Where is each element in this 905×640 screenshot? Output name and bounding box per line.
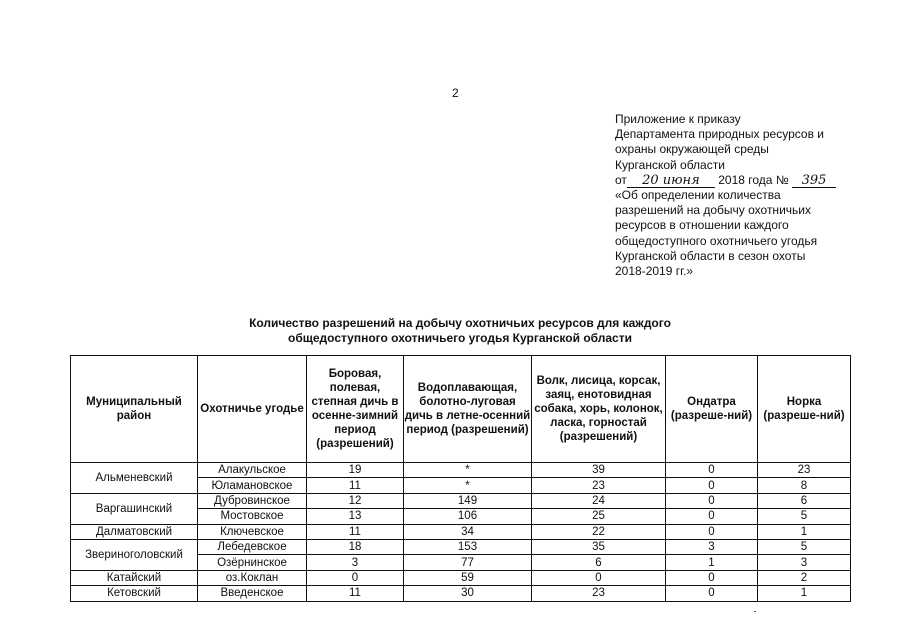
cell-value: 5 xyxy=(758,509,851,524)
page-number: 2 xyxy=(452,86,459,100)
handwritten-order-number: 395 xyxy=(792,175,836,188)
cell-value: * xyxy=(404,478,532,493)
order-title-line: «Об определении количества xyxy=(615,188,781,203)
cell-ground: Дубровинское xyxy=(198,493,307,508)
table-title xyxy=(200,316,720,346)
header-fur-animals: Волк, лисица, корсак, заяц, енотовидная собака, хорь, колонок, ласка, горностай (разрешений) xyxy=(532,356,666,463)
header-upland-game: Боровая, полевая, степная дичь в осенне-зимний период (разрешений) xyxy=(307,356,404,463)
cell-value: 22 xyxy=(532,524,666,539)
order-title-line: общедоступного охотничьего угодья xyxy=(615,233,818,248)
cell-ground: Озёрнинское xyxy=(198,555,307,570)
table-row xyxy=(71,463,851,478)
cell-value: 34 xyxy=(404,524,532,539)
cell-value: 77 xyxy=(404,555,532,570)
cell-value: 24 xyxy=(532,493,666,508)
cell-value: 2 xyxy=(758,570,851,585)
header-mink: Норка (разреше-ний) xyxy=(758,356,851,463)
table-row xyxy=(71,586,851,601)
cell-value: 1 xyxy=(758,586,851,601)
cell-value: 23 xyxy=(532,586,666,601)
cell-value: 5 xyxy=(758,539,851,554)
table-row xyxy=(71,570,851,585)
header-ground: Охотничье угодье xyxy=(198,356,307,463)
cell-ground: Мостовское xyxy=(198,509,307,524)
cell-value: 18 xyxy=(307,539,404,554)
cell-value: 0 xyxy=(666,478,758,493)
cell-value: 1 xyxy=(758,524,851,539)
cell-value: 13 xyxy=(307,509,404,524)
cell-value: * xyxy=(404,463,532,478)
header-muskrat: Ондатра (разреше-ний) xyxy=(666,356,758,463)
cell-value: 11 xyxy=(307,524,404,539)
cell-value: 3 xyxy=(758,555,851,570)
table-header-row xyxy=(71,356,851,463)
handwritten-date: 20 июня xyxy=(627,175,715,188)
order-date-line xyxy=(615,173,885,188)
cell-value: 8 xyxy=(758,478,851,493)
cell-district: Альменевский xyxy=(71,463,198,494)
cell-value: 25 xyxy=(532,509,666,524)
date-prefix: от xyxy=(615,172,627,187)
cell-value: 0 xyxy=(666,493,758,508)
appendix-block xyxy=(615,112,885,279)
cell-value: 0 xyxy=(666,463,758,478)
cell-value: 149 xyxy=(404,493,532,508)
table-row xyxy=(71,539,851,554)
title-line: Количество разрешений на добычу охотничьих ресурсов для каждого xyxy=(249,316,671,330)
cell-value: 0 xyxy=(666,524,758,539)
table-body xyxy=(71,463,851,602)
appendix-line: охраны окружающей среды xyxy=(615,142,769,157)
cell-value: 12 xyxy=(307,493,404,508)
cell-ground: Ключевское xyxy=(198,524,307,539)
cell-ground: оз.Коклан xyxy=(198,570,307,585)
appendix-line: Курганской области xyxy=(615,157,725,172)
order-title-line: 2018-2019 гг.» xyxy=(615,264,694,279)
cell-value: 0 xyxy=(307,570,404,585)
table-row xyxy=(71,493,851,508)
permits-table xyxy=(70,355,851,602)
cell-value: 0 xyxy=(532,570,666,585)
year-text: 2018 года № xyxy=(718,172,789,187)
cell-value: 153 xyxy=(404,539,532,554)
header-district: Муниципальный район xyxy=(71,356,198,463)
cell-ground: Юламановское xyxy=(198,478,307,493)
cell-value: 11 xyxy=(307,478,404,493)
title-line: общедоступного охотничьего угодья Курганской области xyxy=(288,331,632,345)
order-title-line: Курганской области в сезон охоты xyxy=(615,248,806,263)
cell-ground: Введенское xyxy=(198,586,307,601)
cell-ground: Лебедевское xyxy=(198,539,307,554)
cell-value: 23 xyxy=(532,478,666,493)
cell-district: Далматовский xyxy=(71,524,198,539)
cell-value: 23 xyxy=(758,463,851,478)
order-title-line: ресурсов в отношении каждого xyxy=(615,218,789,233)
cell-district: Варгашинский xyxy=(71,493,198,524)
header-waterfowl: Водоплавающая, болотно-луговая дичь в летне-осенний период (разрешений) xyxy=(404,356,532,463)
cell-value: 0 xyxy=(666,586,758,601)
cell-value: 0 xyxy=(666,570,758,585)
cell-value: 59 xyxy=(404,570,532,585)
appendix-line: Приложение к приказу xyxy=(615,112,741,126)
cell-value: 6 xyxy=(758,493,851,508)
table-row xyxy=(71,524,851,539)
cell-value: 3 xyxy=(307,555,404,570)
cell-district: Катайский xyxy=(71,570,198,585)
appendix-line: Департамента природных ресурсов и xyxy=(615,127,824,142)
cell-value: 11 xyxy=(307,586,404,601)
cell-district: Кетовский xyxy=(71,586,198,601)
cell-value: 3 xyxy=(666,539,758,554)
cell-value: 39 xyxy=(532,463,666,478)
cell-value: 35 xyxy=(532,539,666,554)
cell-value: 1 xyxy=(666,555,758,570)
cell-value: 0 xyxy=(666,509,758,524)
cell-value: 106 xyxy=(404,509,532,524)
cell-district: Звериноголовский xyxy=(71,539,198,570)
cell-value: 6 xyxy=(532,555,666,570)
cell-value: 19 xyxy=(307,463,404,478)
order-title-line: разрешений на добычу охотничьих xyxy=(615,203,811,218)
cell-value: 30 xyxy=(404,586,532,601)
cell-ground: Алакульское xyxy=(198,463,307,478)
scan-speck xyxy=(754,611,756,612)
